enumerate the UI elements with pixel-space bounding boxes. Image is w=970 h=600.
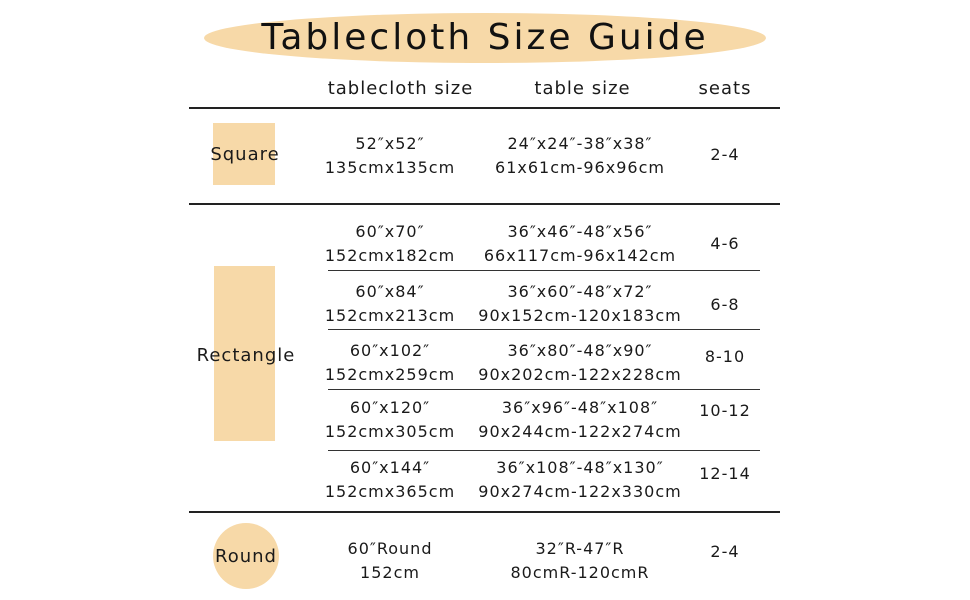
table-size-cm: 90x244cm-122x274cm [478,422,682,441]
rectangle-label: Rectangle [196,345,296,366]
header-rule [189,107,780,109]
header-tablecloth-size: tablecloth size [327,78,474,99]
table-size-inches: 36″x46″-48″x56″ [507,222,653,241]
table-row [310,396,470,444]
seats-cell: 12-14 [699,464,751,483]
cloth-size-cm: 152cmx365cm [324,482,456,501]
table-size-inches: 36″x80″-48″x90″ [507,341,653,360]
table-size-inches: 32″R-47″R [535,539,625,558]
cloth-size-inches: 60″x102″ [349,341,431,360]
cloth-size-cm: 152cmx182cm [324,246,456,265]
row-divider [328,389,760,390]
table-size-cm: 80cmR-120cmR [510,563,650,582]
table-size-cell [475,456,685,504]
page-title: Tablecloth Size Guide [261,17,709,58]
row-divider [328,450,760,451]
seats-cell: 6-8 [710,295,740,314]
table-size-cell [475,396,685,444]
table-size-inches: 36″x108″-48″x130″ [496,458,664,477]
square-label: Square [210,144,280,165]
cloth-size-inches: 60″x144″ [349,458,431,477]
cloth-size-inches: 60″x70″ [355,222,425,241]
table-size-cm: 90x202cm-122x228cm [478,365,682,384]
seats-cell: 2-4 [710,145,740,164]
table-size-cm: 66x117cm-96x142cm [483,246,677,265]
table-size-cm: 90x274cm-122x330cm [478,482,682,501]
table-size-inches: 36″x60″-48″x72″ [507,282,653,301]
header-table-size: table size [534,78,631,99]
rectangle-divider [189,511,780,513]
cloth-size-inches: 60″x120″ [349,398,431,417]
table-row [310,220,470,268]
cloth-size-inches: 52″x52″ [355,134,425,153]
cloth-size-cm: 152cmx213cm [324,306,456,325]
cloth-size-inches: 60″x84″ [355,282,425,301]
row-divider [328,270,760,271]
seats-cell: 10-12 [699,401,751,420]
round-label: Round [215,546,277,567]
table-size-inches: 36″x96″-48″x108″ [501,398,659,417]
square-divider [189,203,780,205]
table-size-cell [480,132,680,180]
cloth-size-cm: 135cmx135cm [324,158,456,177]
cloth-size-cm: 152cm [360,563,420,582]
table-size-cell [475,339,685,387]
table-size-cell [475,280,685,328]
table-row [310,132,470,180]
cloth-size-cm: 152cmx259cm [324,365,456,384]
table-row [310,456,470,504]
header-seats: seats [698,78,752,99]
table-row [310,339,470,387]
table-size-cm: 90x152cm-120x183cm [478,306,682,325]
cloth-size-inches: 60″Round [347,539,433,558]
cloth-size-cm: 152cmx305cm [324,422,456,441]
seats-cell: 4-6 [710,234,740,253]
row-divider [328,329,760,330]
table-row [310,280,470,328]
table-size-cell [475,220,685,268]
table-size-inches: 24″x24″-38″x38″ [507,134,653,153]
table-row [310,537,470,585]
table-size-cell [480,537,680,585]
seats-cell: 2-4 [710,542,740,561]
table-size-cm: 61x61cm-96x96cm [495,158,665,177]
seats-cell: 8-10 [704,347,746,366]
